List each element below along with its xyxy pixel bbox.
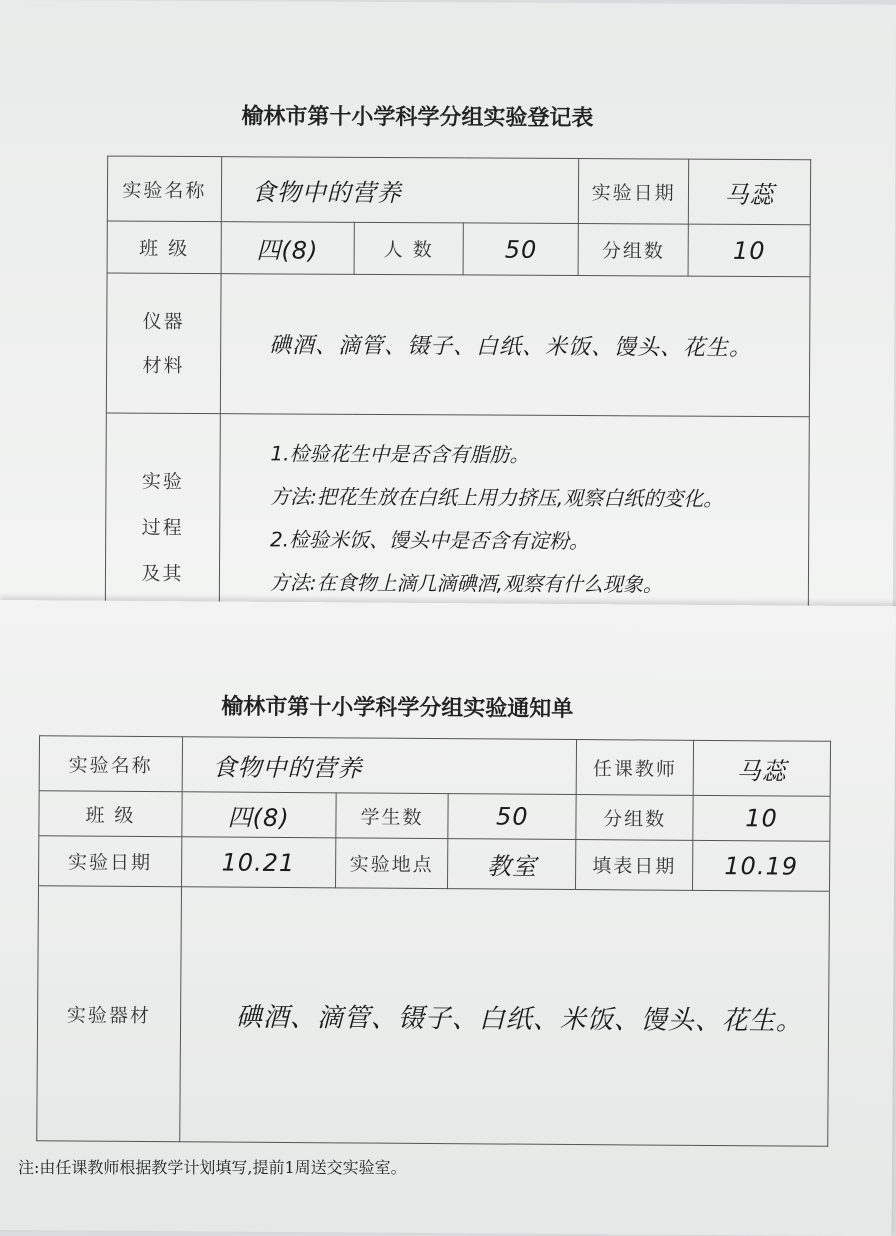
label-process: 实验 过程 及其: [105, 413, 220, 614]
value-fill-date: 10.19: [693, 840, 830, 891]
label-class: 班 级: [107, 221, 221, 274]
value-people: 50: [464, 223, 579, 276]
notice-form-title: 榆林市第十小学科学分组实验通知单: [221, 693, 574, 723]
value-equipment: 碘酒、滴管、镊子、白纸、米饭、馒头、花生。: [179, 887, 829, 1147]
label-groups: 分组数: [576, 795, 693, 841]
notice-form-sheet: [0, 600, 896, 1236]
value-class: 四(8): [221, 222, 354, 275]
label-people: 人 数: [354, 222, 464, 275]
value-equipment: 碘酒、滴管、镊子、白纸、米饭、馒头、花生。: [220, 274, 810, 417]
label-name: 实验名称: [107, 156, 221, 222]
label-date: 实验日期: [579, 159, 689, 225]
label-location: 实验地点: [335, 838, 448, 889]
label-students: 学生数: [335, 793, 448, 839]
label-class: 班 级: [39, 791, 182, 837]
value-date: 10.21: [181, 837, 335, 888]
register-form-sheet: [0, 0, 896, 617]
value-date: 马蕊: [688, 159, 810, 225]
label-date: 实验日期: [39, 836, 182, 887]
notice-form-table: [36, 735, 831, 1147]
footnote: 注:由任课教师根据教学计划填写,提前1周送交实验室。: [18, 1158, 407, 1177]
label-teacher: 任课教师: [576, 740, 693, 796]
label-groups: 分组数: [578, 224, 688, 277]
label-equipment: 仪器 材料: [106, 273, 221, 414]
value-teacher: 马蕊: [693, 740, 830, 796]
label-name: 实验名称: [39, 736, 182, 792]
process-text: 1.检验花生中是否含有脂肪。 方法:把花生放在白纸上用力挤压,观察白纸的变化。 2.检验米饭、馒头中是否含有淀粉。 方法:在食物上滴几滴碘酒,观察有什么现象。: [219, 414, 809, 617]
register-form-title: 榆林市第十小学科学分组实验登记表: [241, 103, 594, 132]
value-students: 50: [448, 794, 576, 840]
value-location: 教室: [448, 839, 576, 890]
label-fill-date: 填表日期: [576, 840, 693, 891]
label-equipment: 实验器材: [37, 886, 182, 1142]
value-groups: 10: [688, 224, 810, 277]
value-class: 四(8): [182, 792, 336, 838]
value-name: 食物中的营养: [182, 737, 577, 795]
register-form-table: [105, 156, 811, 618]
value-name: 食物中的营养: [221, 157, 579, 224]
value-groups: 10: [693, 795, 830, 841]
